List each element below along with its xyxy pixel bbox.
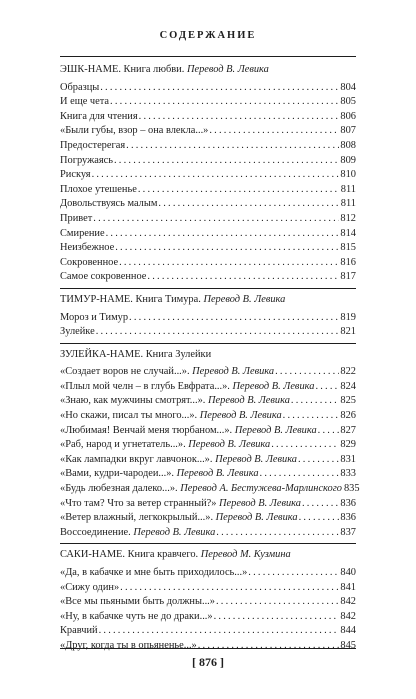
toc-entry[interactable] (60, 212, 356, 227)
entry-title-text: «Любимая! Венчай меня тюрбаном...». (60, 424, 233, 436)
entry-title-text: «Как лампадки вкруг лавчонок...». (60, 453, 213, 465)
toc-entry[interactable] (60, 380, 356, 395)
entry-title-text: «Ну, в кабачке чуть не до драки...» (60, 610, 213, 622)
section-title (60, 293, 356, 308)
dot-leader (216, 526, 339, 541)
entry-title-text: «Что там? Что за ветер странный?» (60, 497, 217, 509)
toc-entry[interactable] (60, 311, 356, 326)
entry-page-number: 842 (340, 596, 356, 608)
toc-section (60, 63, 356, 285)
entry-page-number: 827 (340, 424, 356, 436)
entry-page-number: 811 (340, 183, 356, 195)
entry-page-number: 837 (340, 526, 356, 538)
entry-page-number: 804 (340, 81, 356, 93)
entry-title (60, 256, 118, 271)
dot-leader (147, 270, 339, 285)
entry-title-text: «Все мы пьяными быть должны...» (60, 596, 215, 608)
dot-leader (138, 183, 340, 198)
dot-leader (92, 168, 340, 183)
entry-page-number: 835 (343, 483, 360, 495)
entry-title (60, 139, 125, 154)
toc-entry[interactable] (60, 482, 360, 497)
toc-entry[interactable] (60, 270, 356, 285)
toc-entry[interactable] (60, 639, 356, 654)
dot-leader (115, 241, 339, 256)
entry-page-number: 836 (340, 512, 356, 524)
toc-entry[interactable] (60, 511, 356, 526)
entry-page-number: 833 (340, 468, 356, 480)
entry-page-number: 825 (340, 395, 356, 407)
entry-translator: Перевод В. Левика (215, 453, 297, 465)
entry-title (60, 639, 197, 654)
entry-title (60, 183, 137, 198)
section-divider (60, 343, 356, 344)
entry-title-text: «Друг, когда ты в опьяненье...» (60, 639, 197, 651)
section-divider (60, 288, 356, 289)
toc-entry[interactable] (60, 526, 356, 541)
toc-entry[interactable] (60, 139, 356, 154)
entry-title (60, 380, 314, 395)
entry-page-number: 842 (340, 610, 356, 622)
entry-title (60, 168, 91, 183)
dot-leader (129, 311, 339, 326)
entry-translator: Перевод А. Бестужева-Марлинского (180, 483, 342, 495)
entry-title-text: Плохое утешенье (60, 183, 137, 195)
entry-title (60, 124, 208, 139)
entry-title (60, 453, 297, 468)
entry-title-text: «Сижу один» (60, 581, 120, 593)
entry-title-text: И еще чета (60, 96, 110, 108)
entry-translator: Перевод В. Левика (188, 439, 271, 451)
entry-page-number: 816 (340, 256, 356, 268)
entry-page-number: 829 (340, 439, 356, 451)
entry-title-text: Сокровенное (60, 256, 119, 268)
section-title-text: ЗУЛЕЙКА-НАМЕ. Книга Зулейки (60, 348, 212, 360)
entry-title-text: «Создает воров не случай...». (60, 366, 190, 378)
toc-entry[interactable] (60, 453, 356, 468)
toc-entry[interactable] (60, 566, 356, 581)
toc-entry[interactable] (60, 197, 356, 212)
entry-title-text: Кравчий (60, 625, 98, 637)
dot-leader (96, 325, 340, 340)
entry-title-text: «Ветер влажный, легкокрылый...». (60, 512, 214, 524)
entry-title-text: «Но скажи, писал ты много...». (60, 410, 198, 422)
entry-title (60, 311, 128, 326)
toc-entry[interactable] (60, 581, 356, 596)
entry-title (60, 325, 95, 340)
entry-page-number: 817 (340, 271, 356, 283)
dot-leader (158, 197, 339, 212)
entry-page-number: 845 (340, 639, 356, 651)
entry-title (60, 212, 92, 227)
entry-translator: Перевод В. Левика (192, 366, 275, 378)
entry-page-number: 805 (340, 96, 356, 108)
entry-title-text: Воссоединение. (60, 526, 131, 538)
entry-title (60, 482, 342, 497)
entry-title (60, 227, 105, 242)
entry-title (60, 409, 282, 424)
toc-entry[interactable] (60, 424, 356, 439)
entry-page-number: 814 (340, 227, 356, 239)
entry-title-text: Рискуя (60, 169, 91, 181)
entry-title (60, 110, 138, 125)
section-title-text: САКИ-НАМЕ. Книга кравчего. (60, 549, 199, 561)
dot-leader (119, 256, 339, 271)
entry-page-number: 824 (340, 380, 356, 392)
entry-page-number: 808 (340, 139, 356, 151)
page-header: СОДЕРЖАНИЕ (159, 30, 257, 41)
toc-entry[interactable] (60, 81, 356, 96)
entry-page-number: 844 (340, 625, 356, 637)
entry-title (60, 526, 215, 541)
entry-page-number: 812 (340, 212, 356, 224)
toc-entry[interactable] (60, 610, 356, 625)
dot-leader (214, 610, 340, 625)
toc-entry[interactable] (60, 497, 356, 512)
entry-title (60, 595, 215, 610)
dot-leader (216, 595, 339, 610)
dot-leader (139, 110, 340, 125)
entry-title-text: Привет (60, 212, 93, 224)
dot-leader (99, 624, 340, 639)
dot-leader (93, 212, 339, 227)
dot-leader (114, 154, 339, 169)
dot-leader (106, 227, 340, 242)
dot-leader (209, 124, 339, 139)
section-title (60, 348, 356, 363)
entry-page-number: 821 (340, 326, 356, 338)
entry-title (60, 511, 298, 526)
entry-title-text: Погружаясь (60, 154, 113, 166)
entry-title-text: «Раб, народ и угнетатель...». (60, 439, 186, 451)
toc-entry[interactable] (60, 183, 356, 198)
section-title (60, 63, 356, 78)
entry-title-text: Предостерегая (60, 139, 126, 151)
toc-entry[interactable] (60, 154, 356, 169)
dot-leader (126, 139, 339, 154)
toc-entry[interactable] (60, 241, 356, 256)
entry-title-text: Мороз и Тимур (60, 311, 129, 323)
dot-leader (110, 95, 339, 110)
entry-title (60, 154, 113, 169)
toc-entry[interactable] (60, 325, 356, 340)
section-translator: Перевод В. Левика (186, 64, 269, 75)
toc-entry[interactable] (60, 438, 356, 453)
dot-leader (315, 380, 339, 395)
dot-leader (248, 566, 339, 581)
toc-entry[interactable] (60, 624, 356, 639)
header-rule (60, 56, 356, 57)
entry-title (60, 365, 274, 380)
entry-translator: Перевод В. Левика (199, 410, 282, 422)
entry-translator: Перевод В. Левика (208, 395, 290, 407)
toc-entry[interactable] (60, 365, 356, 380)
entry-title (60, 497, 301, 512)
toc-entry[interactable] (60, 110, 356, 125)
entry-translator: Перевод В. Левика (234, 424, 317, 436)
entry-title-text: Самое сокровенное (60, 271, 147, 283)
section-title-text: ЭШК-НАМЕ. Книга любви. (60, 64, 185, 75)
dot-leader (120, 581, 339, 596)
toc-entry[interactable] (60, 95, 356, 110)
entry-page-number: 819 (340, 311, 356, 323)
entry-title-text: «Были губы, взор – она влекла...» (60, 125, 209, 137)
entry-title (60, 438, 270, 453)
dot-leader (100, 81, 339, 96)
entry-title (60, 566, 247, 581)
toc-section (60, 548, 356, 653)
entry-title-text: «Будь любезная далеко...». (60, 483, 178, 495)
entry-title (60, 624, 98, 639)
entry-title-text: «Знаю, как мужчины смотрят...». (60, 395, 206, 407)
entry-title-text: «Вами, кудри-чародеи...». (60, 468, 174, 480)
dot-leader (275, 365, 339, 380)
dot-leader (283, 409, 340, 424)
entry-title (60, 81, 99, 96)
entry-title (60, 467, 259, 482)
entry-page-number: 811 (340, 198, 356, 210)
dot-leader (318, 424, 340, 439)
dot-leader (198, 639, 340, 654)
entry-title-text: Зулейке (60, 326, 95, 338)
entry-translator: Перевод В. Левика (219, 497, 301, 509)
section-title-text: ТИМУР-НАМЕ. Книга Тимура. (60, 293, 201, 305)
entry-title-text: Образцы (60, 81, 100, 93)
entry-title-text: Смирение (60, 227, 105, 239)
entry-title (60, 424, 317, 439)
dot-leader (271, 438, 339, 453)
toc-entry[interactable] (60, 394, 356, 409)
section-divider (60, 543, 356, 544)
entry-page-number: 822 (340, 366, 356, 378)
toc-section (60, 293, 356, 340)
toc-entry[interactable] (60, 227, 356, 242)
toc-entry[interactable] (60, 256, 356, 271)
entry-translator: Перевод В. Левика (232, 380, 315, 392)
entry-title (60, 581, 119, 596)
table-of-contents (60, 63, 360, 655)
entry-page-number: 807 (340, 125, 356, 137)
footer-rule (60, 648, 356, 649)
entry-title (60, 270, 146, 285)
section-title (60, 548, 356, 563)
section-translator: Перевод М. Кузмина (200, 549, 291, 561)
toc-entry[interactable] (60, 467, 356, 482)
page-number: [ 876 ] (192, 655, 224, 669)
entry-title-text: Неизбежное (60, 242, 115, 254)
entry-page-number: 836 (340, 497, 356, 509)
entry-page-number: 815 (340, 242, 356, 254)
entry-page-number: 840 (340, 567, 356, 578)
toc-entry[interactable] (60, 409, 356, 424)
dot-leader (299, 511, 340, 526)
entry-title (60, 241, 114, 256)
entry-page-number: 809 (340, 154, 356, 166)
entry-page-number: 841 (340, 581, 356, 593)
entry-title-text: «Плыл мой челн – в глубь Евфрата...». (60, 380, 230, 392)
toc-section (60, 348, 360, 541)
toc-entry[interactable] (60, 124, 356, 139)
entry-title-text: «Да, в кабачке и мне быть приходилось...» (60, 567, 248, 578)
entry-title (60, 394, 290, 409)
entry-page-number: 806 (340, 110, 356, 122)
entry-title-text: Книга для чтения (60, 110, 138, 122)
entry-translator: Перевод В. Левика (133, 526, 216, 538)
dot-leader (298, 453, 339, 468)
entry-page-number: 826 (340, 410, 356, 422)
toc-entry[interactable] (60, 595, 356, 610)
toc-entry[interactable] (60, 168, 356, 183)
entry-title (60, 610, 213, 625)
entry-title (60, 95, 109, 110)
entry-page-number: 831 (340, 453, 356, 465)
entry-translator: Перевод В. Левика (176, 468, 259, 480)
entry-title (60, 197, 157, 212)
dot-leader (260, 467, 340, 482)
dot-leader (291, 394, 339, 409)
dot-leader (302, 497, 339, 512)
entry-translator: Перевод В. Левика (215, 512, 298, 524)
entry-title-text: Довольствуясь малым (60, 198, 158, 210)
section-translator: Перевод В. Левика (203, 293, 286, 305)
entry-page-number: 810 (340, 169, 356, 181)
